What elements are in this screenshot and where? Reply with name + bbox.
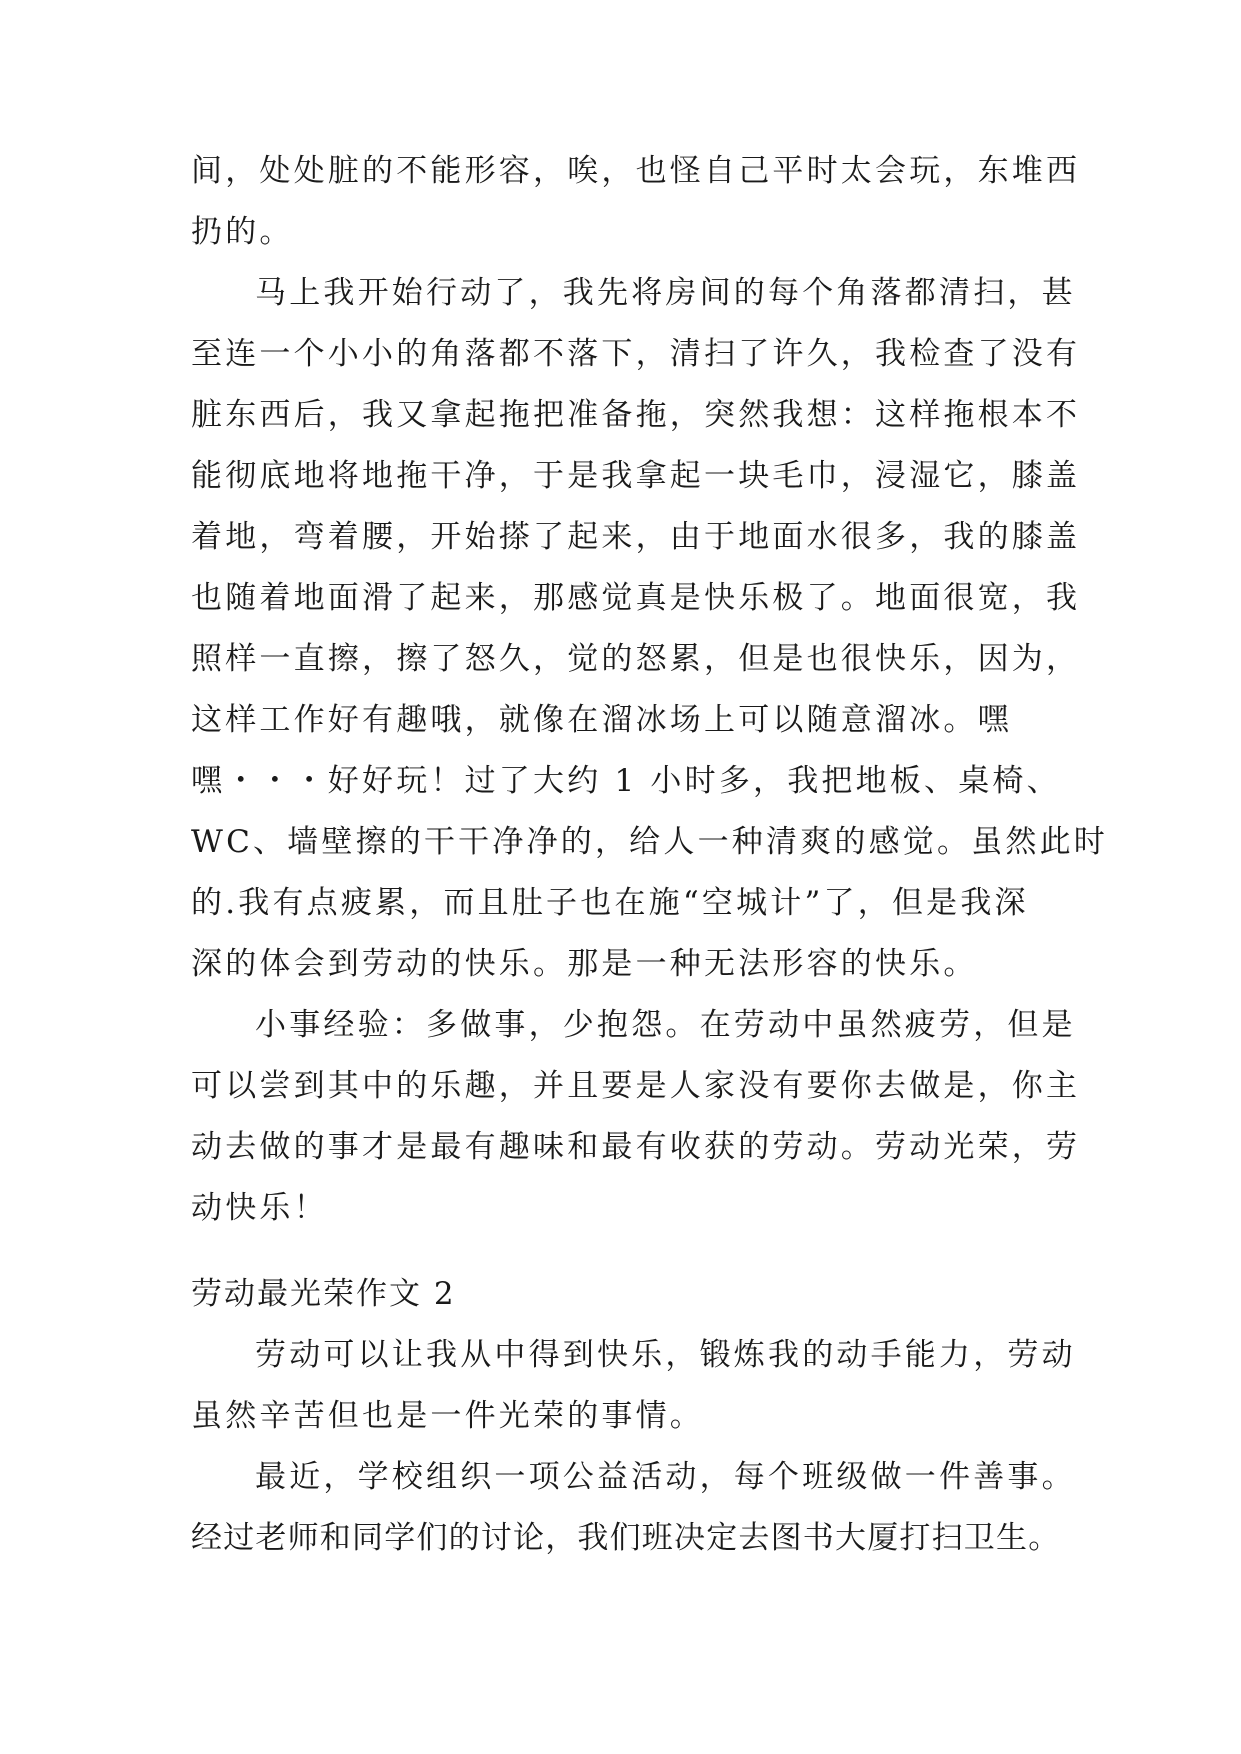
section-heading: 劳动最光荣作文 2 <box>191 1276 456 1312</box>
text-line: 着地，弯着腰，开始搽了起来，由于地面水很多，我的膝盖 <box>191 519 1081 555</box>
text-line: 马上我开始行动了，我先将房间的每个角落都清扫，甚 <box>255 275 1076 311</box>
text-line: 动快乐！ <box>191 1190 328 1226</box>
text-line: 能彻底地将地拖干净，于是我拿起一块毛巾，浸湿它，膝盖 <box>191 458 1081 494</box>
text-line: 脏东西后，我又拿起拖把准备拖，突然我想：这样拖根本不 <box>191 397 1081 433</box>
text-line: 间，处处脏的不能形容，唉，也怪自己平时太会玩，东堆西 <box>191 153 1081 189</box>
text-line: 嘿・・・好好玩！过了大约 1 小时多，我把地板、桌椅、 <box>191 763 1061 799</box>
text-line: 至连一个小小的角落都不落下，清扫了许久，我检查了没有 <box>191 336 1081 372</box>
section1-paragraph-2 <box>191 263 1108 995</box>
text-line: 照样一直擦，擦了怒久，觉的怒累，但是也很快乐，因为， <box>191 641 1081 677</box>
section1-continuation-paragraph <box>191 141 1081 263</box>
text-line: 最近，学校组织一项公益活动，每个班级做一件善事。 <box>255 1459 1076 1495</box>
text-line: 小事经验：多做事，少抱怨。在劳动中虽然疲劳，但是 <box>255 1007 1076 1043</box>
text-line: 动去做的事才是最有趣味和最有收获的劳动。劳动光荣，劳 <box>191 1129 1081 1165</box>
text-line: 扔的。 <box>191 214 294 250</box>
text-line: 劳动可以让我从中得到快乐，锻炼我的动手能力，劳动 <box>255 1337 1076 1373</box>
text-line: 经过老师和同学们的讨论，我们班决定去图书大厦打扫卫生。 <box>191 1520 1061 1556</box>
section1-paragraph-3 <box>191 995 1081 1239</box>
text-line: 的.我有点疲累，而且肚子也在施“空城计”了，但是我深 <box>191 885 1029 921</box>
text-line: 深的体会到劳动的快乐。那是一种无法形容的快乐。 <box>191 946 978 982</box>
text-line: 可以尝到其中的乐趣，并且要是人家没有要你去做是，你主 <box>191 1068 1081 1104</box>
section2-paragraph-1 <box>191 1325 1076 1447</box>
section2-paragraph-2 <box>191 1447 1076 1569</box>
text-line: WC、墙壁擦的干干净净的，给人一种清爽的感觉。虽然此时 <box>191 824 1108 860</box>
text-line: 这样工作好有趣哦，就像在溜冰场上可以随意溜冰。嘿 <box>191 702 1012 738</box>
text-line: 也随着地面滑了起来，那感觉真是快乐极了。地面很宽，我 <box>191 580 1081 616</box>
text-line: 虽然辛苦但也是一件光荣的事情。 <box>191 1398 704 1434</box>
